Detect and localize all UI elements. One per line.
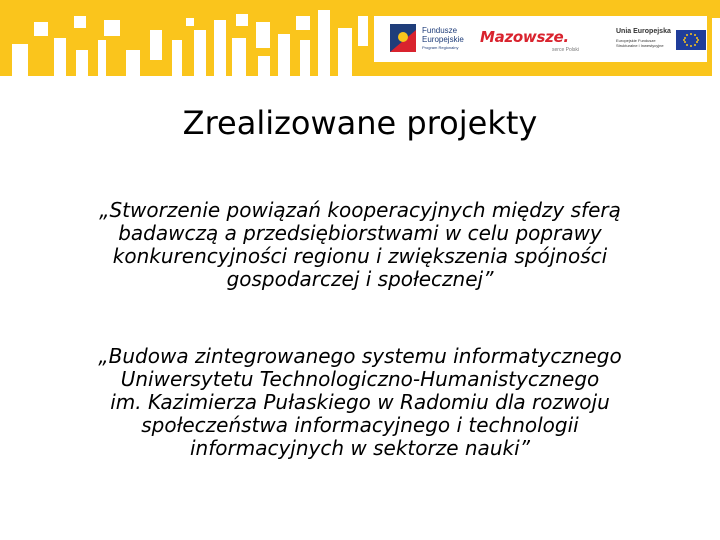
project-line: społeczeństwa informacyjnego i technologii (141, 413, 579, 437)
project-line: badawczą a przedsiębiorstwami w celu poprawy (118, 221, 602, 245)
fundusze-europejskie-logo-icon (388, 22, 418, 54)
eu-subtitle (616, 38, 664, 48)
project-description (60, 199, 660, 291)
slide-title: Zrealizowane projekty (182, 104, 538, 142)
fundusze-europejskie-logo (388, 22, 468, 56)
project-description (60, 345, 660, 460)
project-line: Uniwersytetu Technologiczno-Humanistycznego (120, 367, 600, 391)
project-line: „Stworzenie powiązań kooperacyjnych między sferą (99, 198, 621, 222)
logo-strip (374, 16, 707, 62)
project-line: informacyjnych w sektorze nauki” (190, 436, 530, 460)
fe-name-line2: Europejskie (422, 35, 464, 44)
project-line: konkurencyjności regionu i zwiększenia spójności (112, 244, 608, 268)
project-line: gospodarczej i społecznej” (226, 267, 494, 291)
fe-name (422, 26, 464, 44)
mazowsze-word: Mazowsze. (480, 28, 569, 46)
eu-sub-line1: Europejskie Fundusze (616, 38, 656, 43)
mazowsze-logo (480, 28, 590, 58)
fe-name-line1: Fundusze (422, 26, 458, 35)
project-line: „Budowa zintegrowanego systemu informatycznego (98, 344, 622, 368)
eu-sub-line2: Strukturalne i Inwestycyjne (616, 43, 664, 48)
project-line: im. Kazimierza Pułaskiego w Radomiu dla rozwoju (110, 390, 610, 414)
mazowsze-tagline: serce Polski (552, 47, 579, 53)
eu-flag-icon (676, 30, 706, 50)
eu-logo (614, 28, 704, 52)
eu-name: Unia Europejska (616, 28, 671, 35)
header-band (0, 0, 720, 76)
fe-subtitle: Program Regionalny (422, 45, 459, 50)
